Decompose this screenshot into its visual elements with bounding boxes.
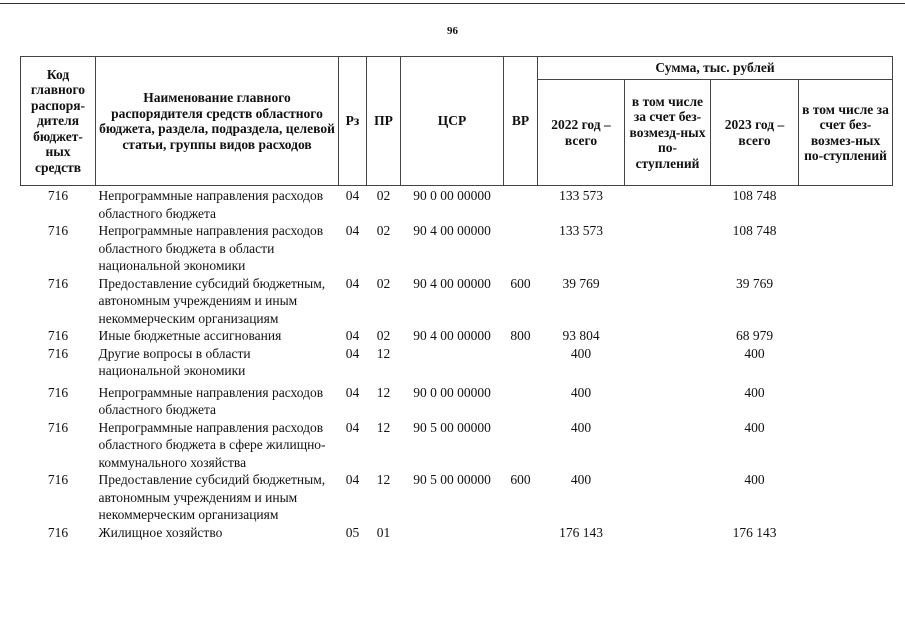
cell-2022-total: 400 — [570, 419, 592, 435]
header-2023-incl: в том числе за счет без-возмез-ных по-ступлений — [799, 80, 893, 186]
cell-kod: 716 — [47, 328, 69, 343]
cell-2023-incl — [799, 327, 893, 345]
cell-pr: 12 — [376, 419, 391, 435]
cell-pr: 12 — [376, 384, 391, 400]
cell-pr: 02 — [376, 188, 391, 203]
cell-rz: 04 — [345, 188, 360, 203]
cell-2022-total: 400 — [570, 472, 592, 487]
cell-2022-total: 133 573 — [559, 188, 603, 203]
cell-2022-total: 39 769 — [562, 275, 600, 291]
cell-2023-total: 108 748 — [732, 188, 777, 203]
page-number: 96 — [447, 25, 458, 37]
cell-2022-incl — [625, 275, 711, 328]
cell-vr: 600 — [510, 275, 531, 291]
cell-kod: 716 — [47, 275, 69, 291]
cell-csr: 90 5 00 00000 — [413, 472, 491, 487]
cell-pr: 02 — [376, 275, 391, 291]
header-vr: ВР — [504, 57, 538, 186]
cell-rz: 04 — [345, 223, 360, 238]
cell-name: Непрограммные направления расходов областного бюджета в сфере жилищно-коммунального хозяйства — [98, 419, 326, 470]
header-pr: ПР — [367, 57, 401, 186]
cell-name: Иные бюджетные ассигнования — [98, 328, 282, 343]
cell-2022-incl — [625, 471, 711, 524]
cell-2022-total: 400 — [570, 345, 592, 361]
cell-csr: 90 5 00 00000 — [413, 419, 491, 435]
cell-vr: 600 — [510, 472, 531, 487]
cell-name: Непрограммные направления расходов областного бюджета в области национальной экономики — [98, 223, 324, 273]
cell-name: Непрограммные направления расходов областного бюджета — [98, 384, 324, 417]
table-row — [21, 380, 893, 419]
cell-csr: 90 4 00 00000 — [413, 328, 491, 343]
cell-rz: 04 — [345, 345, 360, 361]
cell-rz: 04 — [345, 384, 360, 400]
cell-csr — [401, 345, 504, 380]
table-row — [21, 471, 893, 524]
cell-2023-total: 68 979 — [735, 328, 774, 343]
cell-2022-incl — [625, 327, 711, 345]
cell-kod: 716 — [47, 223, 69, 238]
cell-rz: 04 — [345, 472, 360, 487]
cell-csr — [401, 524, 504, 542]
cell-vr — [504, 524, 538, 542]
cell-name: Предоставление субсидий бюджетным, автономным учреждениям и иным некоммерческим организациям — [98, 275, 326, 326]
cell-2023-incl — [799, 471, 893, 524]
header-sum-group: Сумма, тыс. рублей — [538, 57, 893, 80]
cell-name: Предоставление субсидий бюджетным, автономным учреждениям и иным некоммерческим организациям — [98, 472, 326, 522]
header-2023-total: 2023 год – всего — [711, 80, 799, 186]
cell-2023-total: 400 — [744, 419, 765, 435]
cell-pr: 01 — [376, 524, 391, 540]
cell-rz: 04 — [345, 275, 360, 291]
cell-vr: 800 — [510, 328, 531, 343]
cell-kod: 716 — [47, 472, 69, 487]
cell-kod: 716 — [47, 345, 69, 361]
cell-2023-incl — [799, 380, 893, 419]
cell-csr: 90 4 00 00000 — [413, 275, 491, 291]
budget-table — [20, 56, 893, 541]
cell-2023-incl — [799, 222, 893, 275]
cell-2023-total: 400 — [744, 345, 765, 361]
table-row — [21, 419, 893, 472]
cell-kod: 716 — [47, 524, 69, 540]
cell-csr: 90 0 00 00000 — [413, 384, 491, 400]
table-row — [21, 345, 893, 380]
cell-2022-incl — [625, 222, 711, 275]
header-rz: Рз — [339, 57, 367, 186]
cell-2022-incl — [625, 524, 711, 542]
table-row — [21, 327, 893, 345]
cell-vr — [504, 419, 538, 472]
cell-kod: 716 — [47, 188, 69, 203]
cell-vr — [504, 380, 538, 419]
cell-kod: 716 — [47, 384, 69, 400]
cell-vr — [504, 222, 538, 275]
cell-2022-incl — [625, 419, 711, 472]
cell-name: Другие вопросы в области национальной экономики — [98, 345, 251, 378]
cell-pr: 12 — [376, 472, 391, 487]
table-row — [21, 222, 893, 275]
cell-vr — [504, 186, 538, 223]
cell-name: Жилищное хозяйство — [98, 524, 223, 540]
header-2022-incl: в том числе за счет без-возмезд-ных по-ступлений — [625, 80, 711, 186]
cell-2023-total: 108 748 — [732, 223, 777, 238]
cell-name: Непрограммные направления расходов областного бюджета — [98, 188, 324, 221]
table-row — [21, 524, 893, 542]
cell-2023-incl — [799, 524, 893, 542]
table-body — [21, 186, 893, 542]
cell-2023-incl — [799, 275, 893, 328]
cell-2023-total: 176 143 — [732, 524, 777, 540]
top-rule — [0, 3, 905, 4]
cell-csr: 90 0 00 00000 — [413, 188, 491, 203]
cell-2022-total: 176 143 — [559, 524, 603, 540]
cell-rz: 04 — [345, 328, 360, 343]
table-header — [21, 57, 893, 186]
cell-rz: 04 — [345, 419, 360, 435]
header-2022-total: 2022 год – всего — [538, 80, 625, 186]
cell-pr: 02 — [376, 223, 391, 238]
header-csr: ЦСР — [401, 57, 504, 186]
cell-pr: 12 — [376, 345, 391, 361]
cell-2023-total: 400 — [744, 384, 765, 400]
cell-2022-incl — [625, 345, 711, 380]
cell-rz: 05 — [345, 524, 360, 540]
cell-2022-total: 400 — [570, 384, 592, 400]
header-kod: Код главного распоря-дителя бюджет-ных средств — [21, 57, 96, 186]
cell-2023-total: 39 769 — [735, 275, 774, 291]
cell-2022-total: 93 804 — [562, 328, 600, 343]
cell-2023-incl — [799, 186, 893, 223]
cell-2023-incl — [799, 419, 893, 472]
cell-2022-incl — [625, 186, 711, 223]
cell-2022-total: 133 573 — [559, 223, 603, 238]
cell-kod: 716 — [47, 419, 69, 435]
cell-pr: 02 — [376, 328, 391, 343]
cell-2023-incl — [799, 345, 893, 380]
table-row — [21, 186, 893, 223]
cell-2023-total: 400 — [744, 472, 765, 487]
table-row — [21, 275, 893, 328]
header-name: Наименование главного распорядителя средств областного бюджета, раздела, подраздела, целевой статьи, группы видов расходов — [96, 57, 339, 186]
cell-2022-incl — [625, 380, 711, 419]
cell-vr — [504, 345, 538, 380]
cell-csr: 90 4 00 00000 — [413, 223, 491, 238]
